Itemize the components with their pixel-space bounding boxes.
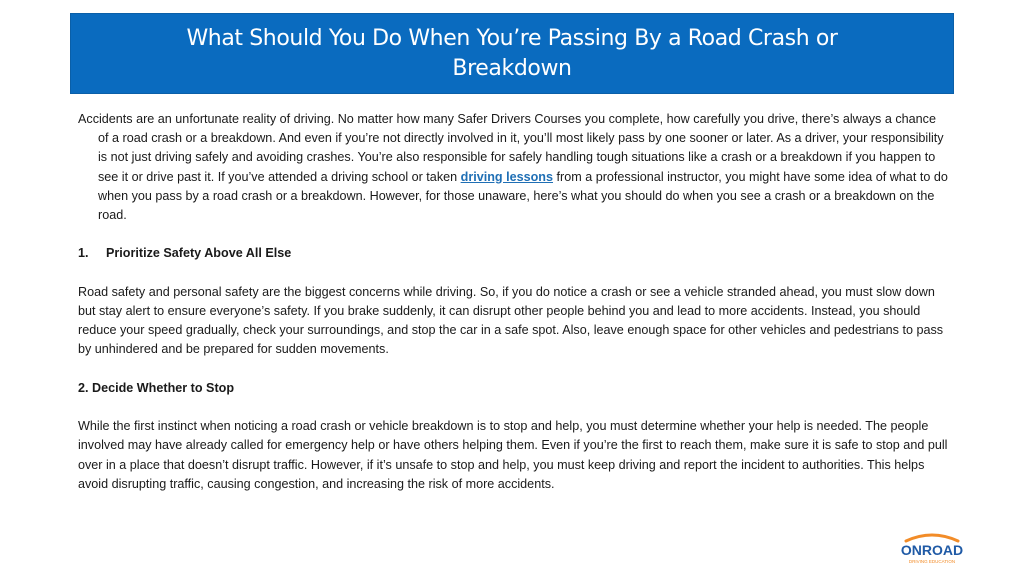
section-1-number: 1. — [78, 246, 89, 261]
section-2-body: While the first instinct when noticing a road crash or vehicle breakdown is to stop and help, you must determine whether your help is needed. The people involved may have already called for emergency help or have others helping them. Even if you’re the first to reach them, make sure it is safe to stop and pull over in a place that doesn’t disrupt traffic. However, if it’s unsafe to stop and help, you must keep driving and report the incident to authorities. This helps avoid disrupting traffic, causing congestion, and increasing the risk of more accidents. — [78, 419, 948, 491]
section-2-heading: 2. Decide Whether to Stop — [78, 380, 235, 395]
intro-paragraph — [78, 110, 948, 225]
title-line-2: Breakdown — [452, 55, 572, 81]
intro-text-after-link: from a professional instructor, you might have some idea of what to do when you pass by a road crash or a breakdown. However, for those unaware, here’s what you should do when you see a crash or a breakdown on the road. — [98, 169, 948, 223]
onroad-logo — [892, 529, 972, 565]
driving-lessons-link[interactable]: driving lessons — [460, 169, 554, 184]
title-line-1: What Should You Do When You’re Passing By a Road Crash or — [186, 25, 838, 51]
intro-text-before-link: Accidents are an unfortunate reality of driving. No matter how many Safer Drivers Courses you complete, how carefully you drive, there’s always a chance of a road crash or a breakdown. And even if you’re not directly involved in it, you’ll most likely pass by one sooner or later. As a driver, your responsibility is not just driving safely and avoiding crashes. You’re also responsible for safely handling tough situations like a crash or a breakdown if you happen to see it or drive past it. If you’ve attended a driving school or taken — [78, 112, 944, 184]
title-banner — [70, 13, 954, 94]
logo-wordmark: ONROAD — [900, 542, 964, 558]
page-title — [112, 24, 912, 84]
logo-arc — [906, 535, 958, 541]
article-body — [78, 110, 948, 494]
logo-tagline: DRIVING EDUCATION — [908, 559, 956, 564]
section-1-heading-text: Prioritize Safety Above All Else — [106, 246, 292, 261]
section-1-heading — [78, 244, 948, 263]
section-1-body: Road safety and personal safety are the biggest concerns while driving. So, if you do notice a crash or see a vehicle stranded ahead, you must slow down but stay alert to ensure everyone’s safety. If you brake suddenly, it can disrupt other people behind you and lead to more accidents. Instead, you should reduce your speed gradually, check your surroundings, and stop the car in a safe spot. Also, leave enough space for other vehicles and pedestrians to pass by unhindered and be prepared for sudden movements. — [78, 284, 944, 357]
